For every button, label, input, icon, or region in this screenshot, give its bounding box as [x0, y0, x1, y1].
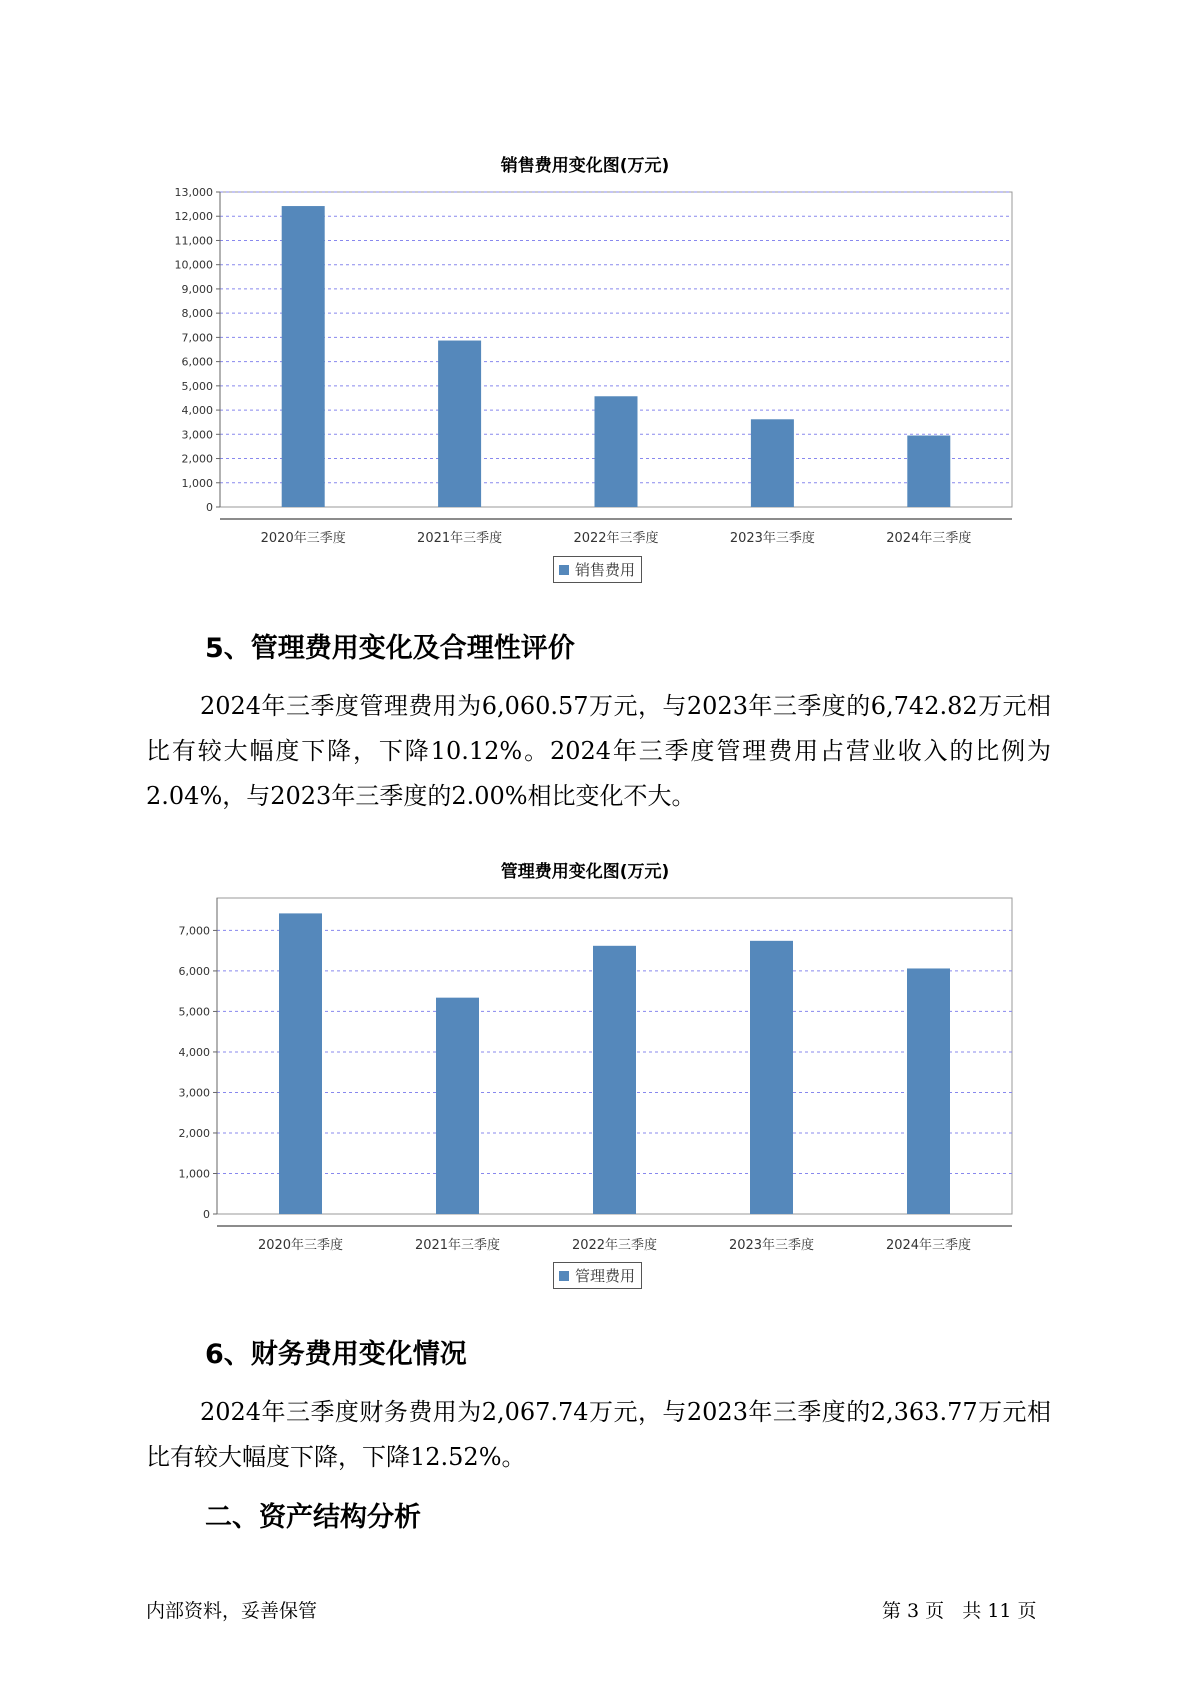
category-label: 2024年三季度 [886, 531, 972, 546]
bar [279, 913, 322, 1214]
y-tick-label: 3,000 [178, 1086, 210, 1100]
y-tick-label: 6,000 [178, 964, 210, 978]
category-label: 2022年三季度 [571, 1238, 658, 1253]
y-tick-label: 6,000 [181, 355, 213, 369]
category-label: 2023年三季度 [729, 531, 815, 546]
footer-left: 内部资料，妥善保管 [146, 1600, 318, 1622]
y-tick-label: 4,000 [178, 1045, 210, 1059]
y-tick-label: 8,000 [181, 307, 213, 321]
y-tick-label: 0 [203, 1208, 210, 1221]
bar [593, 946, 636, 1214]
footer-page-number: 第 3 页 共 11 页 [882, 1600, 1037, 1622]
y-tick-label: 10,000 [174, 258, 213, 272]
y-tick-label: 9,000 [181, 282, 213, 296]
y-tick-label: 0 [206, 501, 213, 514]
y-tick-label: 12,000 [174, 210, 213, 224]
y-tick-label: 5,000 [181, 379, 213, 393]
y-tick-label: 2,000 [181, 452, 213, 466]
bar [907, 968, 950, 1214]
legend-swatch [559, 1271, 569, 1281]
y-tick-label: 1,000 [181, 476, 213, 490]
section5-heading: 5、管理费用变化及合理性评价 [205, 633, 575, 664]
y-tick-label: 3,000 [181, 428, 213, 442]
category-label: 2022年三季度 [573, 531, 659, 546]
y-tick-label: 1,000 [178, 1167, 210, 1181]
category-label: 2024年三季度 [885, 1238, 972, 1253]
bar [750, 941, 793, 1214]
y-tick-label: 5,000 [178, 1005, 210, 1019]
section5-text: 2024年三季度管理费用为6,060.57万元，与2023年三季度的6,742.82万元相比有较大幅度下降，下降10.12%。2024年三季度管理费用占营业收入的比例为2.04%，与2023年三季度的2.00%相比变化不大。 [146, 692, 1051, 810]
y-tick-label: 13,000 [174, 186, 213, 199]
section-two-heading: 二、资产结构分析 [205, 1502, 421, 1533]
y-tick-label: 7,000 [181, 331, 213, 345]
y-tick-label: 11,000 [174, 234, 213, 248]
y-tick-label: 2,000 [178, 1126, 210, 1140]
category-label: 2020年三季度 [260, 531, 346, 546]
category-label: 2020年三季度 [257, 1238, 344, 1253]
category-label: 2021年三季度 [417, 531, 503, 546]
chart2-legend-label: 管理费用 [575, 1267, 636, 1285]
section6-text: 2024年三季度财务费用为2,067.74万元，与2023年三季度的2,363.77万元相比有较大幅度下降，下降12.52%。 [146, 1398, 1051, 1471]
chart2-legend [553, 1262, 642, 1289]
chart1-legend-label: 销售费用 [575, 561, 636, 579]
bar [436, 998, 479, 1214]
category-label: 2021年三季度 [414, 1238, 501, 1253]
section6-paragraph [146, 1390, 1051, 1480]
section6-heading: 6、财务费用变化情况 [205, 1339, 467, 1370]
chart1-title: 销售费用变化图(万元) [500, 156, 670, 176]
category-label: 2023年三季度 [728, 1238, 815, 1253]
y-tick-label: 7,000 [178, 924, 210, 938]
y-tick-label: 4,000 [181, 404, 213, 418]
chart2-title: 管理费用变化图(万元) [500, 862, 670, 882]
